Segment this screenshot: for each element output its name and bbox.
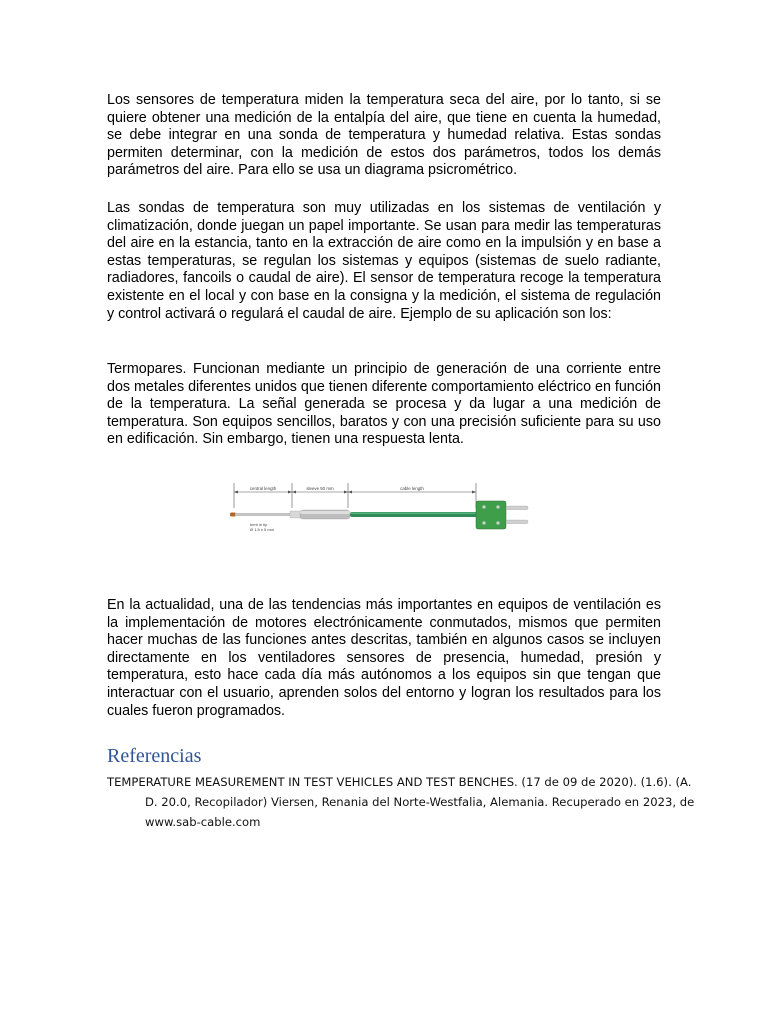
- reference-entry: TEMPERATURE MEASUREMENT IN TEST VEHICLES AND TEST BENCHES. (17 de 09 de 2020). (1.6). (A. D. 20.0, Recopilador) Viersen, Renania del Norte-Westfalia, Alemania. Recuperado en 2023, de www.sab-cable.com: [107, 775, 695, 829]
- thermocouple-probe-image: [228, 480, 540, 542]
- paragraph-thermocouples: Termopares. Funcionan mediante un principio de generación de una corriente entre dos metales diferentes unidos que tienen diferente comportamiento eléctrico en función de la temperatura. La señal generada se procesa y da lugar a una medición de temperatura. Son equipos sencillos, baratos y con una precisión suficiente para su uso en edificación. Sin embargo, tienen una respuesta lenta.: [107, 361, 661, 448]
- paragraph-ventilation-trends: En la actualidad, una de las tendencias más importantes en equipos de ventilación es la implementación de motores electrónicamente conmutados, mismos que permiten hacer muchas de las funciones antes descritas, también en algunos casos se incluyen directamente en los ventiladores sensores de presencia, humedad, presión y temperatura, esto hace cada día más autónomos a los equipos sin que tengan que interactuar con el usuario, aprenden solos del entorno y logran los resultados para los cuales fueron programados.: [107, 597, 661, 719]
- connector-pin-top: [506, 506, 528, 510]
- connector-pin-bottom: [506, 520, 528, 524]
- paragraph-temperature-probes: Las sondas de temperatura son muy utilizadas en los sistemas de ventilación y climatización, donde juegan un papel importante. Se usan para medir las temperaturas del aire en la estancia, tanto en la extracción de aire como en la impulsión y en base a estas temperaturas, se regulan los sistemas y equipos (sistemas de suelo radiante, radiadores, fancoils o caudal de aire). El sensor de temperatura recoge la temperatura existente en el local y con base en la consigna y la medición, el sistema de regulación y control activará o regulará el caudal de aire. Ejemplo de su aplicación son los:: [107, 200, 661, 322]
- connector-plug: [476, 501, 506, 529]
- references-heading: Referencias: [107, 745, 202, 767]
- tip-label-1: bent in tip: [250, 522, 268, 527]
- tip-label-2: Ø 1,5 x 5 mm: [250, 527, 275, 532]
- dimension-label-central: central length: [249, 486, 277, 491]
- dimension-label-sleeve: sleeve 50 mm: [306, 486, 334, 491]
- dimension-label-cable: cable length: [400, 486, 424, 491]
- paragraph-temperature-sensors: Los sensores de temperatura miden la temperatura seca del aire, por lo tanto, si se quiere obtener una medición de la entalpía del aire, que tiene en cuenta la humedad, se debe integrar en una sonda de temperatura y humedad relativa. Estas sondas permiten determinar, con la medición de estos dos parámetros, todos los demás parámetros del aire. Para ello se usa un diagrama psicrométrico.: [107, 92, 661, 179]
